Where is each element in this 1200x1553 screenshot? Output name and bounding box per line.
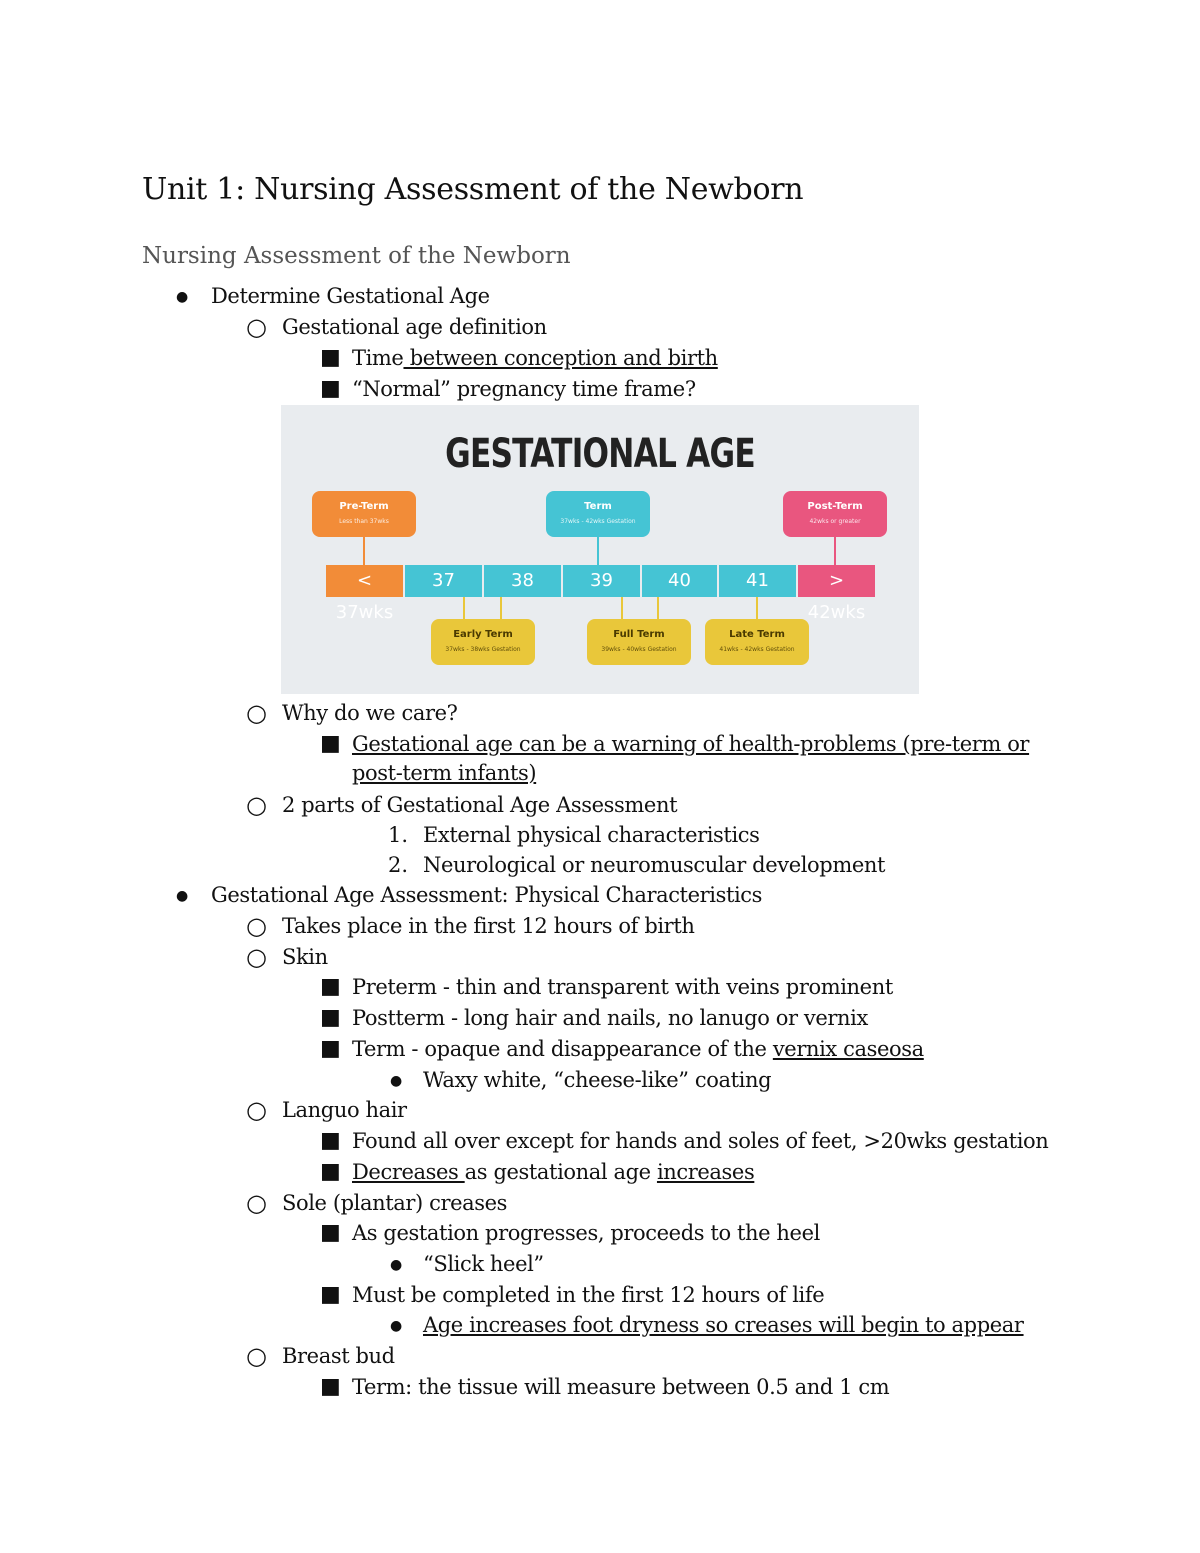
connector-line xyxy=(363,537,365,565)
bullet-square: ■ xyxy=(320,974,341,999)
list-item: 2 parts of Gestational Age Assessment xyxy=(282,793,678,817)
connector-line xyxy=(621,597,623,621)
list-item: As gestation progresses, proceeds to the heel xyxy=(352,1221,820,1245)
box-label: Late Term xyxy=(729,629,785,640)
bullet-disc: ● xyxy=(176,289,189,305)
list-item: Must be completed in the first 12 hours of life xyxy=(352,1283,825,1307)
diagram-title: GESTATIONAL AGE xyxy=(445,431,755,477)
list-item: Neurological or neuromuscular development xyxy=(423,853,886,877)
bullet-disc: ● xyxy=(390,1318,403,1334)
list-item xyxy=(352,344,718,372)
box-label: Pre-Term xyxy=(339,501,389,512)
bullet-square: ■ xyxy=(320,1282,341,1307)
connector-line xyxy=(597,537,599,565)
underlined-text: increases xyxy=(656,1160,755,1184)
bullet-disc: ● xyxy=(176,888,189,904)
bullet-disc: ● xyxy=(390,1073,403,1089)
connector-line xyxy=(756,597,758,621)
bullet-circle: ○ xyxy=(246,912,267,940)
list-item: Term: the tissue will measure between 0.5 and 1 cm xyxy=(352,1375,890,1399)
timeline-segment-38: 38 xyxy=(484,565,561,597)
bullet-disc: ● xyxy=(390,1257,403,1273)
post-term-box xyxy=(783,491,887,537)
connector-line xyxy=(657,597,659,621)
list-item: Determine Gestational Age xyxy=(211,284,490,308)
box-label: Term xyxy=(584,501,612,512)
list-item: Postterm - long hair and nails, no lanugo or vernix xyxy=(352,1006,868,1030)
list-item-continuation: post-term infants) xyxy=(352,761,537,785)
box-sublabel: 41wks - 42wks Gestation xyxy=(719,646,795,653)
list-item: Gestational age definition xyxy=(282,315,547,339)
full-term-box xyxy=(587,619,691,665)
bullet-circle: ○ xyxy=(246,1096,267,1124)
box-label: Early Term xyxy=(453,629,513,640)
list-item: “Slick heel” xyxy=(423,1252,544,1276)
connector-line xyxy=(500,597,502,621)
text-run: Term - opaque and disappearance of the xyxy=(352,1037,773,1061)
box-label: Full Term xyxy=(613,629,665,640)
list-item: Takes place in the first 12 hours of birth xyxy=(282,914,695,938)
timeline-segment-40: 40 xyxy=(642,565,717,597)
list-item: Sole (plantar) creases xyxy=(282,1191,508,1215)
bullet-circle: ○ xyxy=(246,943,267,971)
list-item: Breast bud xyxy=(282,1344,395,1368)
list-item: Skin xyxy=(282,945,328,969)
box-sublabel: 37wks - 42wks Gestation xyxy=(560,518,636,525)
gestational-age-diagram xyxy=(281,405,919,694)
timeline-segment-41: 41 xyxy=(719,565,796,597)
underlined-text: between conception and birth xyxy=(403,346,718,370)
bullet-square: ■ xyxy=(320,1036,341,1061)
connector-line xyxy=(463,597,465,621)
list-item: External physical characteristics xyxy=(423,823,760,847)
list-item: Age increases foot dryness so creases will begin to appear xyxy=(423,1313,1024,1337)
list-item xyxy=(352,1158,754,1186)
list-item: “Normal” pregnancy time frame? xyxy=(352,377,696,401)
underlined-text: Decreases xyxy=(352,1160,465,1184)
list-number: 1. xyxy=(388,823,409,847)
box-sublabel: Less than 37wks xyxy=(339,518,389,525)
timeline-segment-lt37: < 37wks xyxy=(326,565,403,597)
list-item: Languo hair xyxy=(282,1098,407,1122)
timeline-segment-37: 37 xyxy=(405,565,482,597)
box-sublabel: 37wks - 38wks Gestation xyxy=(445,646,521,653)
list-item: Gestational age can be a warning of health-problems (pre-term or xyxy=(352,732,1030,756)
bullet-square: ■ xyxy=(320,1128,341,1153)
list-item: Preterm - thin and transparent with veins prominent xyxy=(352,975,893,999)
pre-term-box xyxy=(312,491,416,537)
bullet-square: ■ xyxy=(320,1005,341,1030)
bullet-square: ■ xyxy=(320,376,341,401)
page-title: Unit 1: Nursing Assessment of the Newborn xyxy=(142,172,804,207)
bullet-circle: ○ xyxy=(246,791,267,819)
text-run: as gestational age xyxy=(464,1160,657,1184)
connector-line xyxy=(834,537,836,565)
section-heading: Nursing Assessment of the Newborn xyxy=(142,243,571,269)
bullet-square: ■ xyxy=(320,731,341,756)
text-run: Time xyxy=(352,346,404,370)
early-term-box xyxy=(431,619,535,665)
bullet-square: ■ xyxy=(320,1159,341,1184)
list-item: Gestational Age Assessment: Physical Characteristics xyxy=(211,883,763,907)
timeline-segment-gt42: > 42wks xyxy=(798,565,875,597)
bullet-circle: ○ xyxy=(246,313,267,341)
underlined-text: vernix caseosa xyxy=(772,1037,924,1061)
list-number: 2. xyxy=(388,853,409,877)
box-label: Post-Term xyxy=(807,501,863,512)
box-sublabel: 42wks or greater xyxy=(809,518,861,525)
late-term-box xyxy=(705,619,809,665)
bullet-square: ■ xyxy=(320,1220,341,1245)
box-sublabel: 39wks - 40wks Gestation xyxy=(601,646,677,653)
list-item: Found all over except for hands and soles of feet, >20wks gestation xyxy=(352,1129,1049,1153)
list-item: Waxy white, “cheese-like” coating xyxy=(423,1068,772,1092)
list-item xyxy=(352,1035,924,1063)
bullet-square: ■ xyxy=(320,1374,341,1399)
bullet-circle: ○ xyxy=(246,1189,267,1217)
bullet-circle: ○ xyxy=(246,699,267,727)
timeline-segment-39: 39 xyxy=(563,565,640,597)
term-box xyxy=(546,491,650,537)
bullet-square: ■ xyxy=(320,345,341,370)
bullet-circle: ○ xyxy=(246,1342,267,1370)
list-item: Why do we care? xyxy=(282,701,458,725)
